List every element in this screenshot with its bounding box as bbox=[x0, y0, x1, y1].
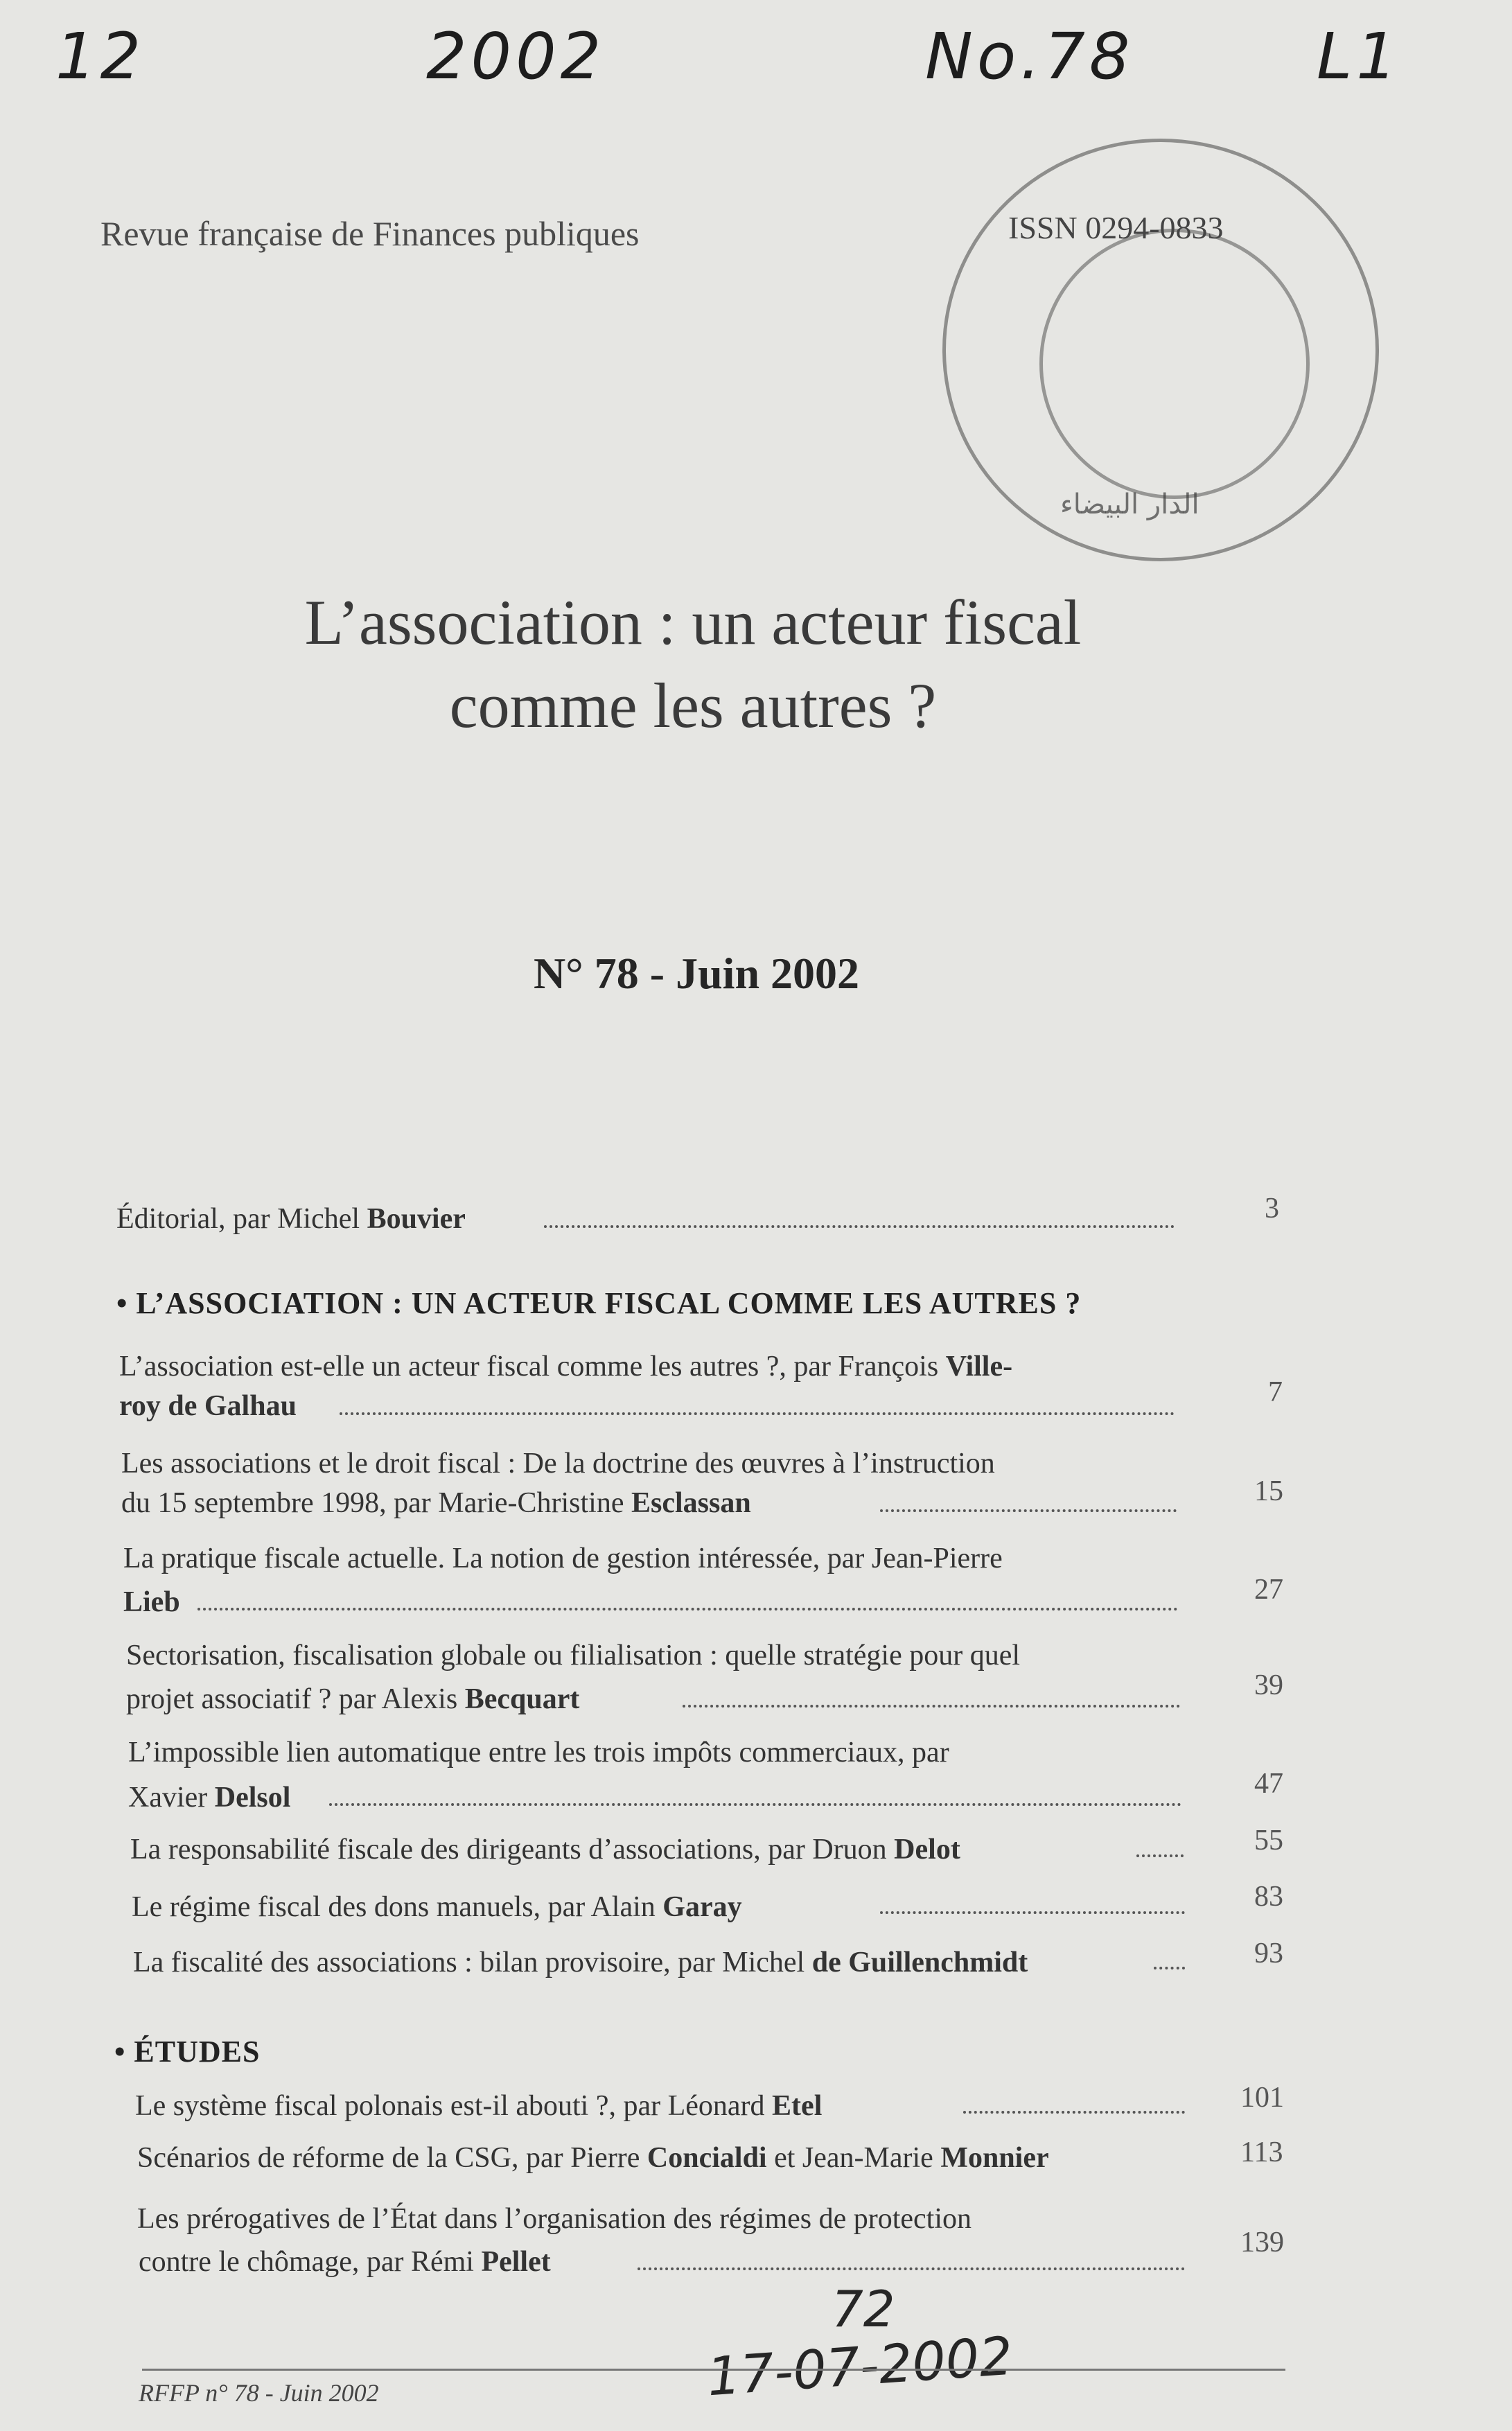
leader-dots bbox=[963, 2111, 1185, 2114]
issue-title-line2: comme les autres ? bbox=[449, 670, 937, 741]
handwritten-date: 17-07-2002 bbox=[705, 2324, 1015, 2408]
leader-dots bbox=[197, 1608, 1178, 1611]
toc-page-number: 7 bbox=[1268, 1376, 1283, 1408]
toc-entry-author: Ville- bbox=[945, 1351, 1013, 1383]
toc-entry-line2 bbox=[139, 2245, 551, 2279]
toc-entry-author: Delot bbox=[894, 1834, 960, 1866]
toc-entry-text: Le système fiscal polonais est-il abouti ?, par Léonard bbox=[135, 2090, 773, 2122]
toc-entry-text: projet associatif ? par Alexis bbox=[126, 1683, 465, 1715]
toc-entry-author: Pellet bbox=[481, 2246, 551, 2278]
toc-page-number: 93 bbox=[1254, 1938, 1283, 1969]
leader-dots bbox=[880, 1509, 1177, 1512]
leader-dots bbox=[683, 1705, 1180, 1708]
toc-entry bbox=[137, 2141, 1049, 2175]
issn: ISSN 0294-0833 bbox=[1008, 210, 1224, 245]
handwritten-registration-number: 72 bbox=[832, 2280, 895, 2338]
issue-title-line1: L’association : un acteur fiscal bbox=[304, 587, 1082, 658]
toc-editorial bbox=[116, 1202, 466, 1236]
toc-entry bbox=[132, 1890, 742, 1924]
leader-dots bbox=[329, 1803, 1181, 1806]
toc-entry-author: Lieb bbox=[123, 1586, 180, 1618]
toc-entry-line2 bbox=[126, 1683, 579, 1716]
toc-entry-text: L’association est-elle un acteur fiscal comme les autres ?, par François bbox=[119, 1351, 946, 1383]
leader-dots bbox=[544, 1225, 1175, 1228]
leader-dots bbox=[1154, 1967, 1185, 1969]
leader-dots bbox=[340, 1412, 1175, 1415]
toc-entry-text: Scénarios de réforme de la CSG, par Pierre bbox=[137, 2142, 647, 2174]
toc-entry bbox=[126, 1639, 1020, 1672]
toc-entry-author: Concialdi bbox=[647, 2142, 767, 2174]
toc-entry-text: Sectorisation, fiscalisation globale ou filialisation : quelle stratégie pour quel bbox=[126, 1640, 1021, 1671]
handwritten-left-number: 12 bbox=[55, 19, 146, 94]
toc-editorial-text: Éditorial, par Michel bbox=[116, 1203, 367, 1235]
toc-entry-author: Etel bbox=[772, 2090, 823, 2122]
toc-entry-text: contre le chômage, par Rémi bbox=[139, 2246, 482, 2278]
library-stamp-inner-ring bbox=[1039, 229, 1310, 499]
toc-entry-author: Monnier bbox=[940, 2142, 1049, 2174]
toc-entry-text: Les prérogatives de l’État dans l’organisation des régimes de protection bbox=[137, 2203, 972, 2235]
issue-number: N° 78 - Juin 2002 bbox=[533, 949, 860, 998]
toc-entry bbox=[119, 1350, 1012, 1383]
handwritten-issue-number: No.78 bbox=[925, 19, 1134, 94]
toc-entry-line2 bbox=[121, 1486, 751, 1520]
toc-entry-text: La responsabilité fiscale des dirigeants d’associations, par Druon bbox=[130, 1834, 895, 1866]
toc-entry-author: Garay bbox=[662, 1891, 742, 1923]
handwritten-right-code: L1 bbox=[1317, 19, 1401, 94]
toc-entry-text: et Jean-Marie bbox=[766, 2142, 941, 2174]
section-heading: • ÉTUDES bbox=[114, 2035, 261, 2069]
leader-dots bbox=[880, 1911, 1185, 1914]
leader-dots bbox=[638, 2267, 1185, 2270]
toc-entry bbox=[128, 1736, 949, 1769]
toc-entry bbox=[133, 1946, 1028, 1979]
toc-entry-text: La pratique fiscale actuelle. La notion de gestion intéressée, par Jean-Pierre bbox=[123, 1543, 1003, 1574]
toc-entry bbox=[130, 1833, 960, 1866]
leader-dots bbox=[1136, 1854, 1184, 1857]
stamp-city-text: الدار البيضاء bbox=[1060, 489, 1199, 520]
toc-entry-text: Xavier bbox=[128, 1782, 215, 1814]
toc-page-number: 3 bbox=[1265, 1193, 1279, 1225]
toc-editorial-author: Bouvier bbox=[367, 1203, 466, 1235]
toc-entry-author: de Guillenchmidt bbox=[811, 1947, 1028, 1978]
handwritten-year: 2002 bbox=[426, 19, 606, 94]
toc-entry bbox=[135, 2089, 822, 2123]
toc-entry-author: Becquart bbox=[464, 1683, 580, 1715]
toc-entry-author: roy de Galhau bbox=[119, 1390, 297, 1422]
journal-name: Revue française de Finances publiques bbox=[100, 214, 640, 253]
toc-page-number: 55 bbox=[1254, 1825, 1283, 1857]
toc-entry-author: Esclassan bbox=[631, 1487, 751, 1519]
footer-citation: RFFP n° 78 - Juin 2002 bbox=[139, 2379, 379, 2407]
section-heading: • L’ASSOCIATION : UN ACTEUR FISCAL COMME LES AUTRES ? bbox=[116, 1286, 1082, 1320]
toc-entry-text: du 15 septembre 1998, par Marie-Christine bbox=[121, 1487, 631, 1519]
toc-page-number: 15 bbox=[1254, 1475, 1283, 1507]
toc-page-number: 47 bbox=[1254, 1768, 1283, 1800]
toc-entry bbox=[137, 2202, 972, 2236]
toc-entry-line2 bbox=[128, 1781, 290, 1814]
toc-page-number: 39 bbox=[1254, 1669, 1283, 1701]
toc-entry-text: La fiscalité des associations : bilan provisoire, par Michel bbox=[133, 1947, 812, 1978]
toc-page-number: 27 bbox=[1254, 1574, 1283, 1606]
toc-entry bbox=[123, 1542, 1003, 1575]
toc-page-number: 101 bbox=[1240, 2082, 1284, 2114]
toc-entry bbox=[121, 1447, 995, 1480]
toc-page-number: 139 bbox=[1240, 2227, 1284, 2258]
footer-rule bbox=[142, 2369, 1285, 2371]
toc-entry-author: Delsol bbox=[214, 1782, 291, 1814]
toc-entry-line2 bbox=[123, 1586, 180, 1619]
toc-entry-text: L’impossible lien automatique entre les trois impôts commerciaux, par bbox=[128, 1737, 949, 1769]
toc-page-number: 83 bbox=[1254, 1881, 1283, 1913]
toc-entry-text: Le régime fiscal des dons manuels, par Alain bbox=[132, 1891, 663, 1923]
toc-page-number: 113 bbox=[1240, 2136, 1283, 2168]
toc-entry-line2 bbox=[119, 1389, 297, 1423]
toc-entry-text: Les associations et le droit fiscal : De la doctrine des œuvres à l’instruction bbox=[121, 1448, 995, 1480]
